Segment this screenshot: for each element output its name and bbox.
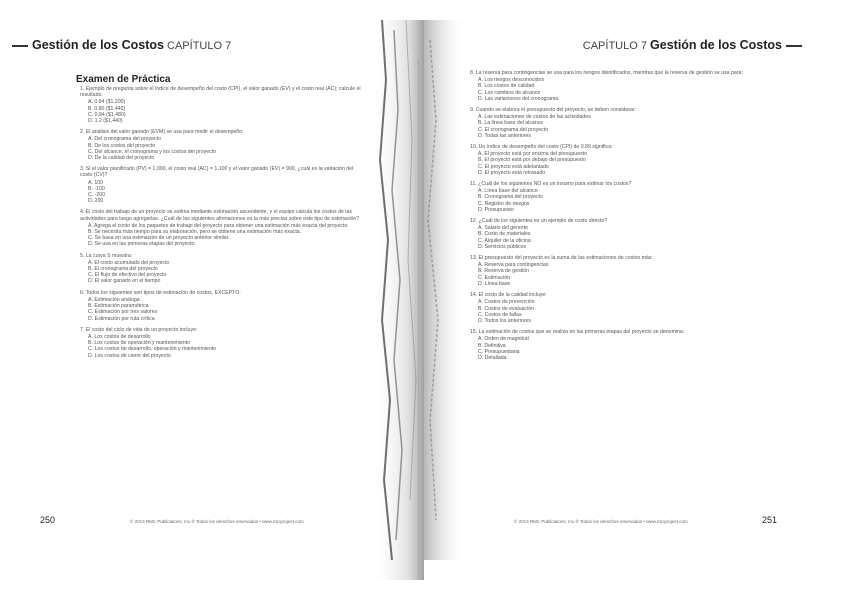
- answer-option: D. Servicios públicos: [478, 243, 527, 250]
- question-item: [80, 290, 366, 322]
- answer-option: A. Agrega el costo de los paquetes de trabajo del proyecto para obtener una estimación más exacta del proyecto.: [88, 222, 349, 229]
- question-text: 10. Un índice de desempeño del costo (CPI) de 0.89 significa:: [470, 144, 613, 151]
- answer-option: A. Los riesgos desconocidos: [478, 77, 545, 84]
- answer-options: [88, 260, 366, 285]
- left-page-number: 250: [40, 515, 56, 525]
- question-text: 3. Si el valor planificado (PV) = 1,000, el costo real (AC) = 1,100 y el valor ganado (EV) = 900, ¿cuál es la variación del costo (CV)?: [80, 166, 354, 179]
- answer-options: [88, 223, 366, 248]
- answer-options: [478, 299, 780, 324]
- answer-option: A. El proyecto está por encima del presupuesto: [478, 151, 587, 158]
- question-text: 14. El costo de la calidad incluye:: [470, 292, 547, 299]
- answer-option: D. 1.2 ($1,440): [88, 118, 123, 125]
- question-item: [470, 329, 780, 361]
- answer-option: B. Costos de evaluación: [478, 305, 534, 312]
- question-item: [470, 144, 780, 176]
- answer-option: A. 0.84 ($1,200): [88, 99, 126, 106]
- answer-option: B. 0.80 ($1,440): [88, 105, 126, 112]
- question-text: 9. Cuando se elabora el presupuesto del proyecto, se deben considerar:: [470, 107, 637, 114]
- answer-options: [478, 151, 780, 176]
- answer-option: A. Orden de magnitud: [478, 336, 529, 343]
- answer-option: D. Todas las anteriores: [478, 132, 531, 139]
- question-text: 1. Ejemplo de pregunta sobre el índice de desempeño del costo (CPI), el valor ganado (EV) y el costo real (AC); calcule el resultado.: [80, 86, 361, 99]
- question-text: 11. ¿Cuál de los siguientes NO es un insumo para estimar los costos?: [470, 181, 632, 188]
- question-item: [470, 107, 780, 139]
- answer-option: A. El costo acumulado del proyecto: [88, 259, 170, 266]
- question-text: 12. ¿Cuál de los siguientes es un ejemplo de costo directo?: [470, 218, 608, 225]
- answer-options: [478, 77, 780, 102]
- answer-option: D. 200: [88, 198, 104, 205]
- answer-option: C. Costos de fallas: [478, 311, 522, 318]
- question-item: [80, 129, 366, 161]
- right-header-title: Gestión de los Costos: [650, 38, 782, 52]
- answer-option: D. Las variaciones del cronograma: [478, 95, 559, 102]
- answer-option: B. El proyecto está por debajo del presupuesto: [478, 157, 586, 164]
- left-page-header: [8, 38, 231, 52]
- question-item: [470, 218, 780, 250]
- answer-options: [88, 297, 366, 322]
- answer-options: [478, 336, 780, 361]
- question-item: [470, 181, 780, 213]
- question-text: 2. El análisis del valor ganado (EVM) se usa para medir el desempeño:: [80, 129, 244, 136]
- question-item: [470, 255, 780, 287]
- answer-option: B. Los costos de calidad: [478, 83, 535, 90]
- question-text: 15. La estimación de costos que se realiza en las primeras etapas del proyecto se denomina:: [470, 329, 685, 336]
- answer-option: C. Estimación por tres valores: [88, 309, 158, 316]
- answer-option: C. El cronograma del proyecto: [478, 126, 549, 133]
- answer-option: C. Registro de riesgos: [478, 200, 530, 207]
- answer-option: D. Se usa en las primeras etapas del proyecto.: [88, 241, 196, 248]
- answer-options: [88, 180, 366, 205]
- answer-option: B. Definitiva: [478, 342, 506, 349]
- answer-option: C. Alquiler de la oficina: [478, 237, 531, 244]
- answer-option: C. 0.84 ($1,480): [88, 111, 126, 118]
- answer-option: D. Línea base: [478, 280, 511, 287]
- answer-option: C. -200: [88, 192, 106, 199]
- answer-option: C. Los costos de desarrollo, operación y mantenimiento: [88, 346, 217, 353]
- answer-options: [88, 334, 366, 359]
- answer-option: B. El cronograma del proyecto: [88, 266, 158, 273]
- answer-options: [88, 99, 366, 124]
- right-page-number: 251: [762, 515, 778, 525]
- answer-option: D. Estimación por ruta crítica: [88, 315, 155, 322]
- answer-option: B. -100: [88, 185, 105, 192]
- right-footer: © 2013 RMC Publications, Inc.® Todos los derechos reservados • www.rmcproject.com: [514, 519, 688, 524]
- answer-option: C. Los cambios de alcance: [478, 89, 541, 96]
- header-rule: [12, 45, 28, 47]
- answer-option: B. Costo de materiales: [478, 231, 531, 238]
- question-item: [80, 327, 366, 359]
- answer-option: A. Los costos de desarrollo: [88, 333, 151, 340]
- left-header-sub: CAPÍTULO 7: [167, 40, 232, 52]
- answer-option: D. De la calidad del proyecto: [88, 155, 155, 162]
- answer-option: A. Las estimaciones de costos de las actividades: [478, 114, 591, 121]
- left-page: [0, 0, 420, 599]
- book-spine-shadow: [372, 20, 424, 580]
- answer-option: A. Costos de prevención: [478, 299, 535, 306]
- answer-option: B. Se necesita más tiempo para su elaboración, pero se obtiene una estimación más exacta.: [88, 229, 302, 236]
- answer-option: D. El valor ganado en el tiempo: [88, 278, 161, 285]
- question-text: 7. El costo del ciclo de vida de un proyecto incluye:: [80, 326, 198, 333]
- question-item: [80, 253, 366, 285]
- answer-option: A. Salario del gerente: [478, 225, 528, 232]
- question-text: 8. La reserva para contingencias se usa para los riesgos identificados, mientras que la reserva de gestión se usa para:: [470, 70, 743, 76]
- answer-option: B. La línea base del alcance: [478, 120, 544, 127]
- answer-option: A. Estimación análoga: [88, 296, 140, 303]
- answer-option: C. Del alcance, el cronograma y los costos del proyecto: [88, 148, 217, 155]
- answer-option: A. Reserva para contingencias: [478, 262, 549, 269]
- question-item: [80, 86, 366, 124]
- left-header-title: Gestión de los Costos: [32, 38, 164, 52]
- right-questions: [470, 70, 780, 366]
- question-item: [80, 209, 366, 247]
- header-rule: [786, 45, 802, 47]
- question-text: 4. El costo del trabajo de un proyecto se estima mediante estimación ascendente, y el equipo calcula los costos de las actividades para luego agregarlas. ¿Cuál de las siguientes afirmaciones es la más precisa sobre este tipo de estimación?: [80, 209, 360, 222]
- answer-option: D. Presupuesto: [478, 206, 514, 213]
- answer-options: [478, 188, 780, 213]
- answer-option: B. Estimación paramétrica: [88, 303, 149, 310]
- left-questions: [80, 86, 366, 364]
- answer-option: C. El proyecto está adelantado: [478, 163, 549, 170]
- question-item: [80, 166, 366, 204]
- gutter-line: [418, 60, 420, 580]
- right-page: [424, 0, 848, 599]
- section-title: Examen de Práctica: [76, 74, 171, 85]
- answer-options: [478, 225, 780, 250]
- answer-option: D. Todos los anteriores: [478, 317, 531, 324]
- question-item: [470, 292, 780, 324]
- answer-option: A. 100: [88, 179, 103, 186]
- answer-option: A. Del cronograma del proyecto: [88, 136, 161, 143]
- question-item: [470, 70, 780, 102]
- answer-option: D. Detallada: [478, 354, 507, 361]
- left-footer: © 2013 RMC Publications, Inc.® Todos los derechos reservados • www.rmcproject.com: [130, 519, 304, 524]
- question-text: 6. Todos los siguientes son tipos de estimación de costos, EXCEPTO:: [80, 289, 241, 296]
- answer-option: D. El proyecto está retrasado: [478, 169, 546, 176]
- answer-options: [478, 262, 780, 287]
- answer-option: B. Los costos de operación y mantenimiento: [88, 340, 191, 347]
- question-text: 13. El presupuesto del proyecto es la suma de las estimaciones de costos más:: [470, 255, 653, 262]
- right-header-sub: CAPÍTULO 7: [582, 40, 647, 52]
- answer-option: C. Se basa en una estimación de un proyecto anterior similar.: [88, 235, 230, 242]
- answer-options: [478, 114, 780, 139]
- question-text: 5. La curva S muestra:: [80, 252, 133, 259]
- answer-option: D. Los costos de cierre del proyecto: [88, 352, 171, 359]
- answer-option: C. Estimación: [478, 274, 510, 281]
- answer-option: C. El flujo de efectivo del proyecto: [88, 272, 167, 279]
- answer-option: A. Línea base del alcance: [478, 188, 538, 195]
- answer-option: B. Reserva de gestión: [478, 268, 530, 275]
- answer-option: B. De los costos del proyecto: [88, 142, 156, 149]
- answer-option: C. Presupuestaria: [478, 348, 520, 355]
- right-page-header: [583, 38, 806, 52]
- answer-options: [88, 136, 366, 161]
- answer-option: B. Cronograma del proyecto: [478, 194, 543, 201]
